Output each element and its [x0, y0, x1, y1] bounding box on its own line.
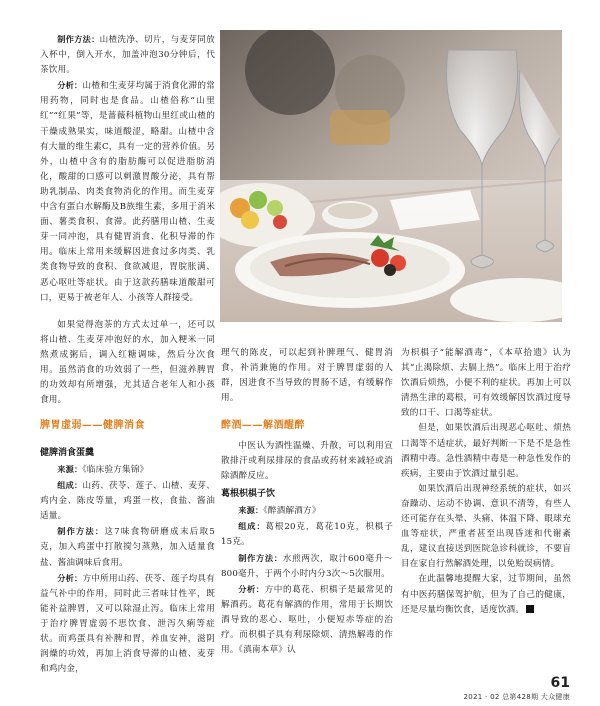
- column-1-middle: [40, 318, 215, 409]
- paragraph: [40, 32, 215, 78]
- line-text: 方中的葛花、枳椇子是最常见的解酒药。葛花有解酒的作用，常用于长期饮酒导致的恶心、呕吐，小便短赤等症的治疗。而枳椇子具有利尿除烦、清热解毒的作用。《滇南本草》认: [221, 584, 393, 656]
- line-text: 《临床验方集锦》: [82, 465, 149, 475]
- paragraph: [401, 572, 571, 617]
- line-label: 来源：: [57, 464, 83, 474]
- recipe-line: [40, 524, 215, 570]
- paragraph: 为枳椇子“能解酒毒”，《本草拾遗》认为其“止渴除烦、去膈上热”。临床上用于治疗饮酒后烦热，小便不利的症状。再加上可以清热生津的葛根，可有效缓解因饮酒过度导致的口干、口渴等症状。: [401, 348, 571, 419]
- issue-info: 2021 · 02 总第428期 大众健康: [463, 693, 570, 701]
- page-footer: [463, 676, 570, 702]
- recipe-line: [221, 519, 393, 550]
- recipe-line: [40, 462, 215, 478]
- section-spleen: [40, 416, 215, 677]
- line-text: 葛根20克，葛花10克，枳椇子15克。: [221, 522, 393, 548]
- line-label: 组成：: [57, 480, 83, 491]
- line-text: 这7味食物研磨成末后取5克，加入鸡蛋中打散搅匀蒸熟，加入适量食盐、酱油调味后食用。: [40, 527, 215, 568]
- paragraph: 如果饮酒后出现神经系统的症状，如兴奋躁动、运动不协调、意识不清等，有些人还可能存在头晕、头痛、体温下降、眼球充血等症状，严重者甚至出现昏迷和代谢紊乱，建议直接送到医院急诊科就诊，不要盲目在家自行然解酒处理，以免贻误病情。: [401, 483, 571, 570]
- paragraph: 如果觉得泡茶的方式太过单一，还可以将山楂、生麦芽冲泡好的水，加入粳米一同熬煮成粥后，调入红糖调味，然后分次食用。虽然消食的功效弱了一些，但滋养脾胃的功效却有所增强，尤其适合老年人和小孩食用。: [40, 320, 215, 406]
- recipe-line: [221, 582, 393, 658]
- line-text: 山药、茯苓、莲子、山楂、麦芽、鸡内金、陈皮等量，鸡蛋一枚，食盐、酱油适量。: [40, 481, 215, 522]
- section-intro: 中医认为酒性温燥、升散，可以利用宣散排汗或利尿排尿的食品或药材来减轻或消除酒醉反应。: [221, 441, 393, 482]
- line-label: 分析：: [57, 572, 83, 583]
- recipe-line: [221, 503, 393, 519]
- line-text: 方中所用山药、茯苓、莲子均具有益气补中的作用，同时此三者味甘性平，既能补益脾胃，又可以除湿止泻。临床上常用于治疗脾胃虚弱不思饮食、泄泻久痢等症状。而鸡蛋具有补脾和胃，养血安神，滋阴润燥的功效，再加上消食导滞的山楂、麦芽和鸡内金，: [40, 573, 215, 675]
- line-text: 《醉酒解酒方》: [263, 506, 321, 517]
- recipe-title: 健脾消食蛋羹: [40, 448, 95, 458]
- recipe-line: [221, 551, 393, 582]
- section-title: 醉酒——解酒醒醉: [221, 420, 305, 431]
- section-title: 脾胃虚弱——健脾消食: [40, 420, 145, 431]
- column-2-top: [221, 346, 393, 406]
- paragraph-label: 分析：: [57, 80, 83, 91]
- line-text: 水煎两次，取汁600毫升～800毫升，于两个小时内分3次～5次服用。: [221, 553, 393, 579]
- line-label: 制作方法：: [57, 526, 105, 537]
- recipe-line: [40, 571, 215, 678]
- recipe-line: [40, 478, 215, 524]
- line-label: 来源：: [238, 505, 264, 516]
- paragraph: [40, 78, 215, 305]
- column-3: [401, 346, 571, 618]
- line-label: 组成：: [238, 521, 266, 532]
- photo-illustration: [220, 30, 562, 322]
- paragraph-text: 山楂洗净、切片，与麦芽同放入杯中，倒入开水，加盖冲泡30分钟后，代茶饮用。: [40, 35, 215, 76]
- page-number: 61: [550, 675, 570, 691]
- column-1-top: [40, 32, 215, 306]
- line-label: 制作方法：: [238, 552, 283, 563]
- section-hangover: [221, 416, 393, 658]
- paragraph-label: 制作方法：: [57, 34, 100, 44]
- paragraph-text: 山楂和生麦芽均属于消食化滞的常用药物，同时也是食品。山楂俗称“山里红”“红果”等，是蔷薇科植物山里红或山楂的干燥成熟果实，味道酸涩，略甜。山楂中含有大量的维生素C，具有一定的营养价值。另外，山楂中含有的脂肪酶可以促进脂肪消化，酸甜的口感可以刺激胃酸分泌，具有帮助乳制品、肉类食物消化的作用。而生麦芽中含有蛋白水解酶及B族维生素，多用于消米面、薯类食积、食滞。此药膳用山楂、生麦芽一同冲泡，具有健胃消食、化积导滞的作用。临床上常用来缓解因进食过多肉类、乳类食物导致的食积、食欲减退，胃脘胀满、恶心呕吐等症状。由于这款药膳味道酸甜可口，更易于被老年人、小孩等人群接受。: [40, 81, 215, 303]
- paragraph: 理气的陈皮，可以起到补脾理气、健胃消食，补消兼施的作用。对于脾胃虚弱的人群，因进食不当导致的胃肠不适，有缓解作用。: [221, 348, 393, 404]
- end-mark-icon: [526, 605, 534, 613]
- paragraph-text: 在此温馨地提醒大家，过节期间，虽然有中医药膳保驾护航，但为了自己的健康，还是尽量均衡饮食，适度饮酒。: [401, 574, 571, 615]
- recipe-title: 葛根枳椇子饮: [221, 489, 276, 500]
- line-label: 分析：: [238, 583, 265, 594]
- dining-table-photo: [220, 30, 562, 322]
- paragraph: 但是，如果饮酒后出现恶心呕吐、烦热口渴等不适症状，最好判断一下是不是急性酒精中毒。急性酒精中毒是一种急性发作的疾病，主要由于饮酒过量引起。: [401, 423, 571, 479]
